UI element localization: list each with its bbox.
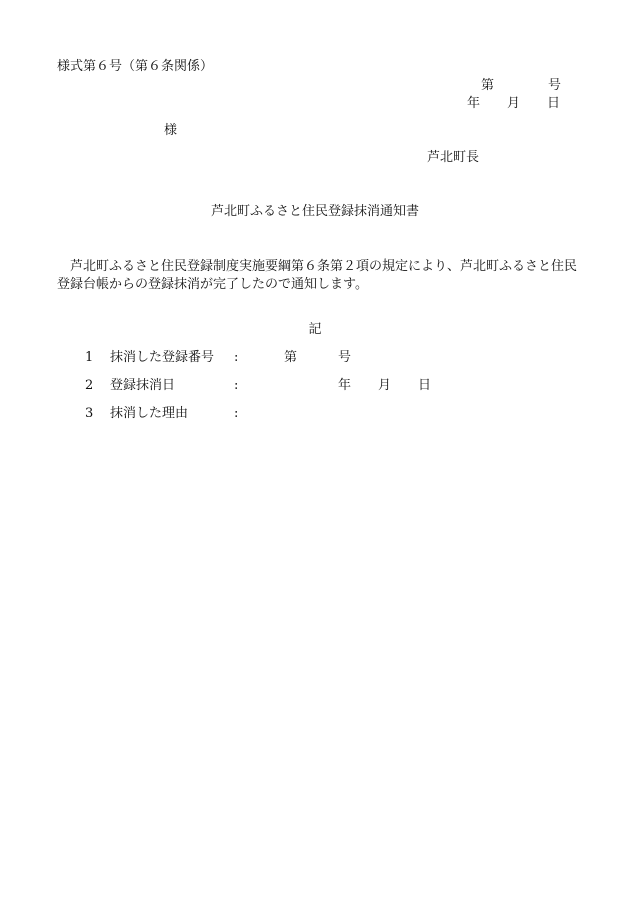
list-item-cancellation-reason <box>0 406 630 422</box>
item-colon: : <box>234 378 239 393</box>
body-paragraph: 芦北町ふるさと住民登録制度実施要綱第６条第２項の規定により、芦北町ふるさと住民登録台帳からの登録抹消が完了したので通知します。 <box>57 259 578 292</box>
item-number: 1 <box>85 350 94 365</box>
document-number-suffix: 号 <box>548 78 562 93</box>
form-number: 様式第６号（第６条関係） <box>57 59 214 74</box>
list-item-cancellation-date <box>0 378 630 394</box>
item-colon: : <box>234 350 239 365</box>
recipient-honorific: 様 <box>164 123 178 138</box>
item-number: 3 <box>85 406 94 421</box>
ki-heading: 記 <box>308 322 322 337</box>
registration-number-suffix: 号 <box>338 350 352 365</box>
date-year-label: 年 <box>467 96 481 111</box>
date-month-label: 月 <box>507 96 521 111</box>
registration-number-prefix: 第 <box>284 350 298 365</box>
list-item-registration-number <box>0 350 630 366</box>
document-number-prefix: 第 <box>481 78 495 93</box>
item-label: 抹消した登録番号 <box>110 350 215 365</box>
item-label: 抹消した理由 <box>110 406 189 421</box>
item-colon: : <box>234 406 239 421</box>
cancellation-month-label: 月 <box>378 378 392 393</box>
issuer-name: 芦北町長 <box>427 150 480 165</box>
cancellation-day-label: 日 <box>418 378 432 393</box>
item-number: 2 <box>85 378 94 393</box>
document-title: 芦北町ふるさと住民登録抹消通知書 <box>210 204 419 219</box>
cancellation-year-label: 年 <box>338 378 352 393</box>
item-label: 登録抹消日 <box>110 378 176 393</box>
date-day-label: 日 <box>547 96 561 111</box>
